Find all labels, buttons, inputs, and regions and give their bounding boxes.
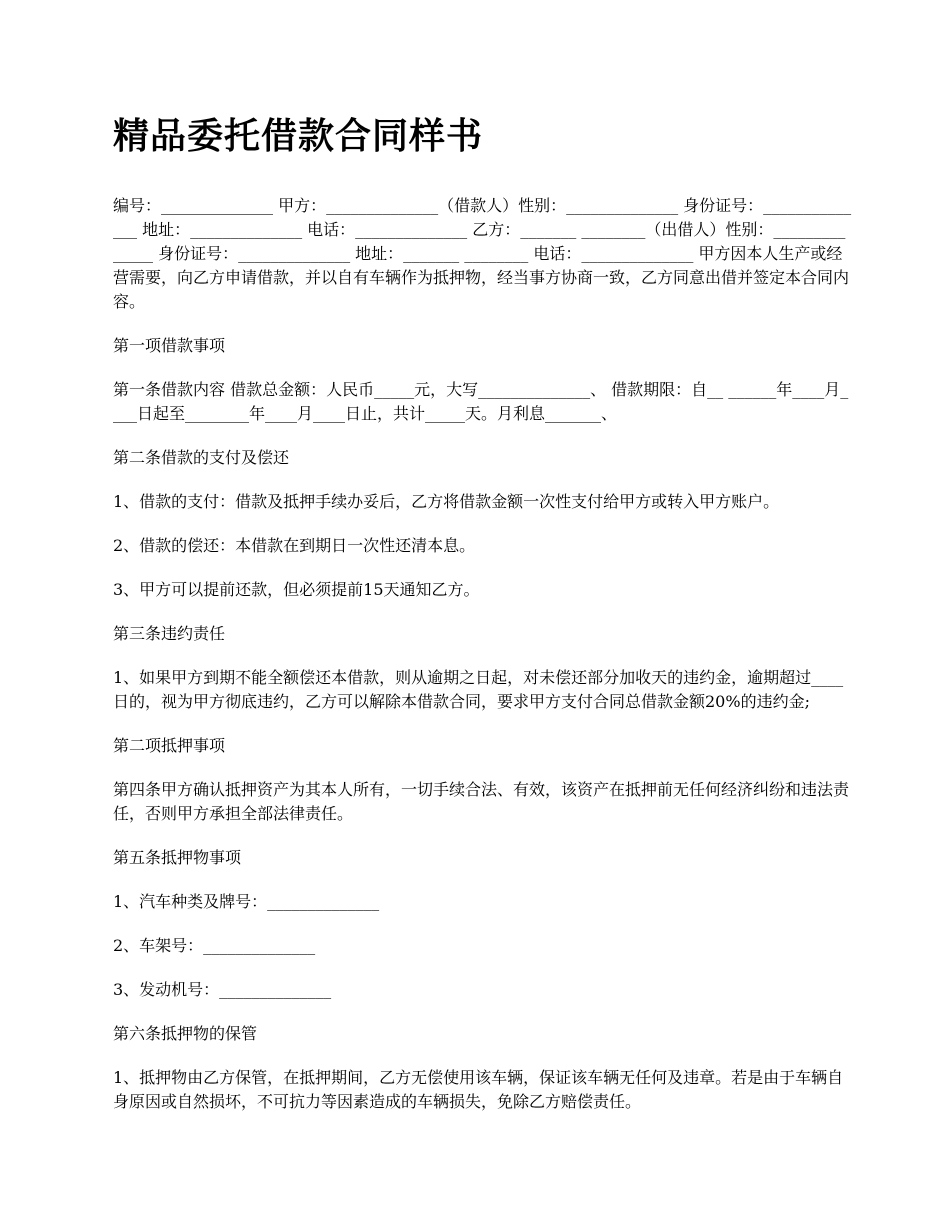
article-5-item-1: 1、汽车种类及牌号：______________: [113, 892, 380, 911]
article-1-loan-content: 第一条借款内容 借款总金额：人民币_____元，大写______________、 借款期限：自__ ______年____月____日起至________年____月____日止，共计_____天。月利息_______、: [113, 380, 849, 423]
article-2-heading: 第二条借款的支付及偿还: [113, 448, 290, 467]
article-6-heading: 第六条抵押物的保管: [113, 1024, 258, 1043]
section-heading-loan: 第一项借款事项: [113, 336, 226, 355]
document-title: 精品委托借款合同样书: [113, 115, 484, 157]
article-2-item-1: 1、借款的支付：借款及抵押手续办妥后，乙方将借款金额一次性支付给甲方或转入甲方账户。: [113, 492, 780, 511]
article-2-item-3: 3、甲方可以提前还款，但必须提前15天通知乙方。: [113, 580, 480, 599]
article-6-item-1: 1、抵押物由乙方保管，在抵押期间，乙方无偿使用该车辆，保证该车辆无任何及违章。若是由于车辆自身原因或自然损坏，不可抗力等因素造成的车辆损失，免除乙方赔偿责任。: [113, 1068, 844, 1111]
document-page: [113, 112, 853, 1134]
article-3-item-1: 1、如果甲方到期不能全额偿还本借款，则从逾期之日起，对未偿还部分加收天的违约金，逾期超过____日的，视为甲方彻底违约，乙方可以解除本借款合同，要求甲方支付合同总借款金额20%的违约金;: [113, 668, 844, 711]
article-5-item-3: 3、发动机号：______________: [113, 980, 332, 999]
article-3-heading: 第三条违约责任: [113, 624, 226, 643]
section-heading-mortgage: 第二项抵押事项: [113, 736, 226, 755]
article-5-item-2: 2、车架号：______________: [113, 936, 316, 955]
article-2-item-2: 2、借款的偿还：本借款在到期日一次性还清本息。: [113, 536, 476, 555]
contract-parties-paragraph: 编号：______________ 甲方：______________（借款人）性别：______________ 身份证号：______________ 地址：______________ 电话：______________ 乙方：_______ ________（出借人）性别：______________ 身份证号：______________ 地址：_______ ________ 电话：______________ 甲方因本人生产或经营需要，向乙方申请借款，并以自有车辆作为抵押物，经当事方协商一致，乙方同意出借并签定本合同内容。: [113, 196, 852, 311]
article-5-heading: 第五条抵押物事项: [113, 848, 242, 867]
article-4-paragraph: 第四条甲方确认抵押资产为其本人所有，一切手续合法、有效，该资产在抵押前无任何经济纠纷和违法责任，否则甲方承担全部法律责任。: [113, 780, 850, 823]
